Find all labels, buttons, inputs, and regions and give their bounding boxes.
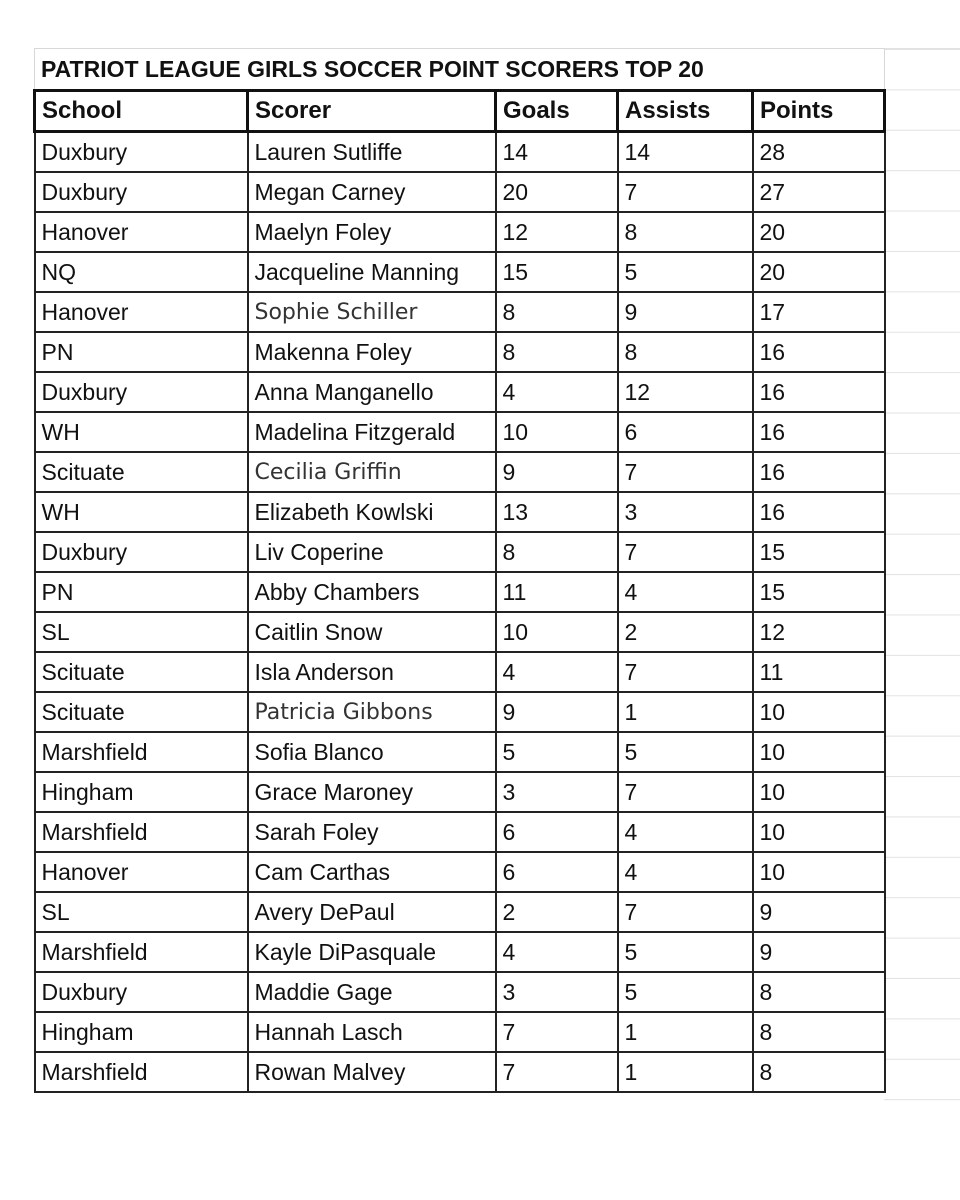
table-row bbox=[35, 1052, 885, 1092]
school-cell[interactable]: Duxbury bbox=[35, 972, 248, 1012]
assists-cell[interactable]: 5 bbox=[618, 252, 753, 292]
points-cell[interactable]: 16 bbox=[753, 492, 885, 532]
assists-cell[interactable]: 7 bbox=[618, 892, 753, 932]
scorer-cell[interactable]: Cecilia Griffin bbox=[248, 452, 496, 492]
goals-cell[interactable]: 5 bbox=[496, 732, 618, 772]
points-cell[interactable]: 15 bbox=[753, 572, 885, 612]
school-cell[interactable]: Marshfield bbox=[35, 1052, 248, 1092]
goals-cell[interactable]: 11 bbox=[496, 572, 618, 612]
table-row bbox=[35, 732, 885, 772]
goals-cell[interactable]: 13 bbox=[496, 492, 618, 532]
points-cell[interactable]: 16 bbox=[753, 372, 885, 412]
table-row bbox=[35, 412, 885, 452]
table-row bbox=[35, 1012, 885, 1052]
goals-cell[interactable]: 15 bbox=[496, 252, 618, 292]
school-cell[interactable]: WH bbox=[35, 492, 248, 532]
school-cell[interactable]: Hanover bbox=[35, 852, 248, 892]
school-cell[interactable]: Hingham bbox=[35, 772, 248, 812]
scorer-cell[interactable]: Rowan Malvey bbox=[248, 1052, 496, 1092]
points-cell[interactable]: 10 bbox=[753, 772, 885, 812]
points-cell[interactable]: 10 bbox=[753, 732, 885, 772]
table-row bbox=[35, 132, 885, 173]
school-cell[interactable]: Marshfield bbox=[35, 932, 248, 972]
points-cell[interactable]: 20 bbox=[753, 252, 885, 292]
scorer-cell[interactable]: Elizabeth Kowlski bbox=[248, 492, 496, 532]
scorer-cell[interactable]: Liv Coperine bbox=[248, 532, 496, 572]
points-cell[interactable]: 15 bbox=[753, 532, 885, 572]
points-cell[interactable]: 28 bbox=[753, 132, 885, 173]
goals-cell[interactable]: 10 bbox=[496, 612, 618, 652]
header-school[interactable]: School bbox=[35, 91, 248, 132]
points-cell[interactable]: 8 bbox=[753, 1052, 885, 1092]
points-cell[interactable]: 8 bbox=[753, 1012, 885, 1052]
goals-cell[interactable]: 9 bbox=[496, 452, 618, 492]
scorer-cell[interactable]: Patricia Gibbons bbox=[248, 692, 496, 732]
assists-cell[interactable]: 1 bbox=[618, 1012, 753, 1052]
table-row bbox=[35, 932, 885, 972]
header-goals[interactable]: Goals bbox=[496, 91, 618, 132]
school-cell[interactable]: Hingham bbox=[35, 1012, 248, 1052]
assists-cell[interactable]: 4 bbox=[618, 852, 753, 892]
assists-cell[interactable]: 6 bbox=[618, 412, 753, 452]
title-row bbox=[35, 49, 885, 91]
table-row bbox=[35, 892, 885, 932]
scorer-cell[interactable]: Cam Carthas bbox=[248, 852, 496, 892]
goals-cell[interactable]: 6 bbox=[496, 852, 618, 892]
school-cell[interactable]: Marshfield bbox=[35, 732, 248, 772]
assists-cell[interactable]: 9 bbox=[618, 292, 753, 332]
school-cell[interactable]: NQ bbox=[35, 252, 248, 292]
goals-cell[interactable]: 20 bbox=[496, 172, 618, 212]
header-scorer[interactable]: Scorer bbox=[248, 91, 496, 132]
points-cell[interactable]: 16 bbox=[753, 332, 885, 372]
assists-cell[interactable]: 8 bbox=[618, 212, 753, 252]
scorer-cell[interactable]: Isla Anderson bbox=[248, 652, 496, 692]
points-cell[interactable]: 11 bbox=[753, 652, 885, 692]
assists-cell[interactable]: 7 bbox=[618, 772, 753, 812]
header-assists[interactable]: Assists bbox=[618, 91, 753, 132]
goals-cell[interactable]: 4 bbox=[496, 932, 618, 972]
assists-cell[interactable]: 1 bbox=[618, 1052, 753, 1092]
assists-cell[interactable]: 4 bbox=[618, 572, 753, 612]
goals-cell[interactable]: 7 bbox=[496, 1012, 618, 1052]
table-row bbox=[35, 972, 885, 1012]
points-cell[interactable]: 9 bbox=[753, 932, 885, 972]
goals-cell[interactable]: 9 bbox=[496, 692, 618, 732]
assists-cell[interactable]: 7 bbox=[618, 172, 753, 212]
goals-cell[interactable]: 8 bbox=[496, 332, 618, 372]
school-cell[interactable]: Duxbury bbox=[35, 132, 248, 173]
assists-cell[interactable]: 7 bbox=[618, 652, 753, 692]
goals-cell[interactable]: 2 bbox=[496, 892, 618, 932]
header-points[interactable]: Points bbox=[753, 91, 885, 132]
table-row bbox=[35, 572, 885, 612]
points-cell[interactable]: 17 bbox=[753, 292, 885, 332]
points-cell[interactable]: 10 bbox=[753, 852, 885, 892]
school-cell[interactable]: Marshfield bbox=[35, 812, 248, 852]
assists-cell[interactable]: 3 bbox=[618, 492, 753, 532]
points-cell[interactable]: 12 bbox=[753, 612, 885, 652]
school-cell[interactable]: Duxbury bbox=[35, 372, 248, 412]
school-cell[interactable]: Scituate bbox=[35, 452, 248, 492]
table-row bbox=[35, 172, 885, 212]
scorer-cell[interactable]: Megan Carney bbox=[248, 172, 496, 212]
goals-cell[interactable]: 3 bbox=[496, 972, 618, 1012]
scorer-cell[interactable]: Lauren Sutliffe bbox=[248, 132, 496, 173]
points-cell[interactable]: 16 bbox=[753, 412, 885, 452]
assists-cell[interactable]: 1 bbox=[618, 692, 753, 732]
school-cell[interactable]: Hanover bbox=[35, 292, 248, 332]
goals-cell[interactable]: 10 bbox=[496, 412, 618, 452]
scorer-cell[interactable]: Maddie Gage bbox=[248, 972, 496, 1012]
assists-cell[interactable]: 5 bbox=[618, 972, 753, 1012]
scorer-cell[interactable]: Jacqueline Manning bbox=[248, 252, 496, 292]
school-cell[interactable]: WH bbox=[35, 412, 248, 452]
points-cell[interactable]: 9 bbox=[753, 892, 885, 932]
school-cell[interactable]: PN bbox=[35, 332, 248, 372]
points-cell[interactable]: 10 bbox=[753, 812, 885, 852]
goals-cell[interactable]: 4 bbox=[496, 372, 618, 412]
assists-cell[interactable]: 7 bbox=[618, 532, 753, 572]
table-row bbox=[35, 452, 885, 492]
table-row bbox=[35, 292, 885, 332]
school-cell[interactable]: Hanover bbox=[35, 212, 248, 252]
school-cell[interactable]: Scituate bbox=[35, 652, 248, 692]
goals-cell[interactable]: 8 bbox=[496, 532, 618, 572]
goals-cell[interactable]: 3 bbox=[496, 772, 618, 812]
scorer-cell[interactable]: Makenna Foley bbox=[248, 332, 496, 372]
table-row bbox=[35, 692, 885, 732]
goals-cell[interactable]: 6 bbox=[496, 812, 618, 852]
assists-cell[interactable]: 8 bbox=[618, 332, 753, 372]
scorer-cell[interactable]: Grace Maroney bbox=[248, 772, 496, 812]
scorer-cell[interactable]: Kayle DiPasquale bbox=[248, 932, 496, 972]
scorer-cell[interactable]: Caitlin Snow bbox=[248, 612, 496, 652]
table-row bbox=[35, 812, 885, 852]
school-cell[interactable]: Duxbury bbox=[35, 532, 248, 572]
header-row bbox=[35, 91, 885, 132]
points-cell[interactable]: 16 bbox=[753, 452, 885, 492]
sheet-gridlines bbox=[884, 48, 960, 1107]
points-cell[interactable]: 10 bbox=[753, 692, 885, 732]
table-row bbox=[35, 212, 885, 252]
assists-cell[interactable]: 14 bbox=[618, 132, 753, 173]
scorer-cell[interactable]: Abby Chambers bbox=[248, 572, 496, 612]
assists-cell[interactable]: 2 bbox=[618, 612, 753, 652]
school-cell[interactable]: PN bbox=[35, 572, 248, 612]
school-cell[interactable]: Duxbury bbox=[35, 172, 248, 212]
scorer-cell[interactable]: Avery DePaul bbox=[248, 892, 496, 932]
table-row bbox=[35, 532, 885, 572]
scorers-table bbox=[33, 48, 886, 1093]
scorer-cell[interactable]: Maelyn Foley bbox=[248, 212, 496, 252]
goals-cell[interactable]: 8 bbox=[496, 292, 618, 332]
assists-cell[interactable]: 7 bbox=[618, 452, 753, 492]
points-cell[interactable]: 20 bbox=[753, 212, 885, 252]
points-cell[interactable]: 8 bbox=[753, 972, 885, 1012]
goals-cell[interactable]: 4 bbox=[496, 652, 618, 692]
school-cell[interactable]: SL bbox=[35, 612, 248, 652]
goals-cell[interactable]: 7 bbox=[496, 1052, 618, 1092]
assists-cell[interactable]: 5 bbox=[618, 732, 753, 772]
table-title[interactable]: PATRIOT LEAGUE GIRLS SOCCER POINT SCORERS TOP 20 bbox=[35, 49, 885, 91]
table-row bbox=[35, 372, 885, 412]
assists-cell[interactable]: 5 bbox=[618, 932, 753, 972]
scorer-cell[interactable]: Sarah Foley bbox=[248, 812, 496, 852]
table-row bbox=[35, 652, 885, 692]
scorer-cell[interactable]: Sofia Blanco bbox=[248, 732, 496, 772]
goals-cell[interactable]: 12 bbox=[496, 212, 618, 252]
points-cell[interactable]: 27 bbox=[753, 172, 885, 212]
table-row bbox=[35, 852, 885, 892]
scorer-cell[interactable]: Anna Manganello bbox=[248, 372, 496, 412]
assists-cell[interactable]: 4 bbox=[618, 812, 753, 852]
table-row bbox=[35, 252, 885, 292]
school-cell[interactable]: SL bbox=[35, 892, 248, 932]
school-cell[interactable]: Scituate bbox=[35, 692, 248, 732]
table-row bbox=[35, 492, 885, 532]
table-row bbox=[35, 612, 885, 652]
assists-cell[interactable]: 12 bbox=[618, 372, 753, 412]
scorer-cell[interactable]: Madelina Fitzgerald bbox=[248, 412, 496, 452]
scorer-cell[interactable]: Hannah Lasch bbox=[248, 1012, 496, 1052]
table-row bbox=[35, 772, 885, 812]
scorer-cell[interactable]: Sophie Schiller bbox=[248, 292, 496, 332]
goals-cell[interactable]: 14 bbox=[496, 132, 618, 173]
table-row bbox=[35, 332, 885, 372]
